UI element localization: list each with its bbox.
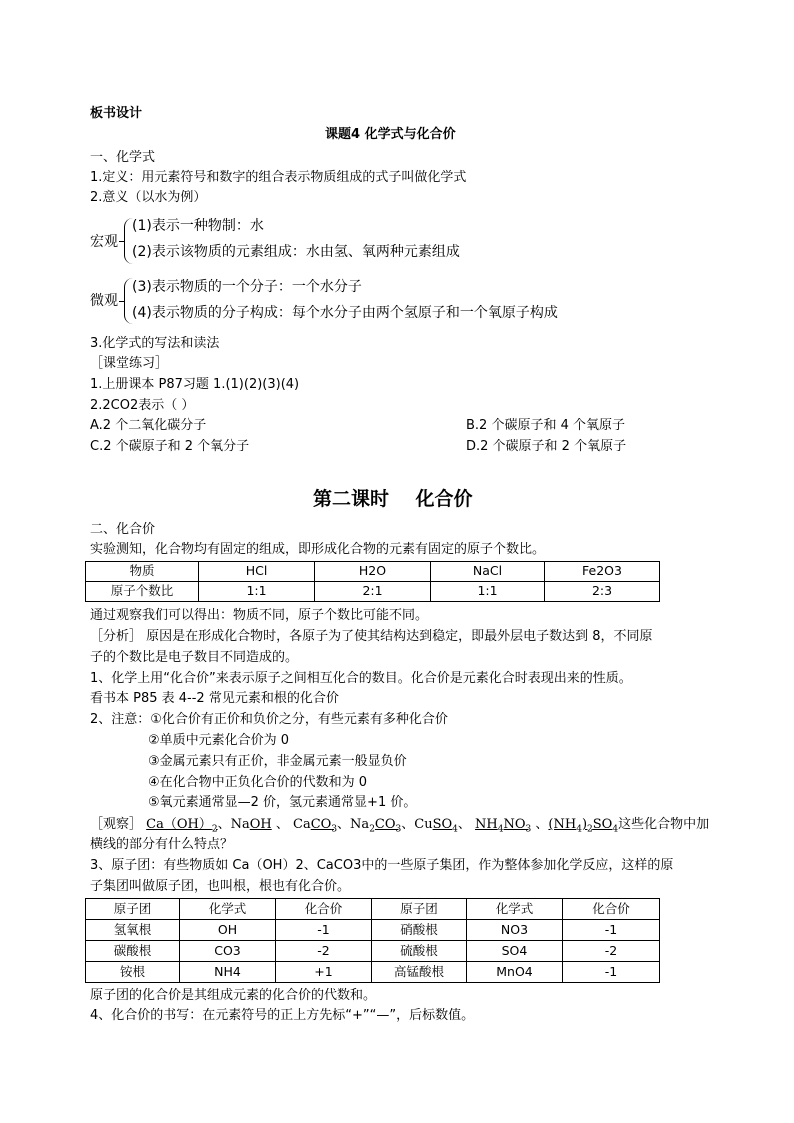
- group-cell: SO4: [467, 941, 563, 962]
- intro-line: 实验测知，化合物均有固定的组成，即形成化合物的元素有固定的原子个数比。: [90, 542, 546, 557]
- definition-line: 1.定义：用元素符号和数字的组合表示物质组成的式子叫做化学式: [90, 170, 467, 185]
- atom-group-line-1: 3、原子团：有些物质如 Ca（OH）2、CaCO3中的一些原子集团，作为整体参加化学反应，这样的原: [90, 858, 674, 873]
- ratio-header-cell: H2O: [315, 562, 431, 582]
- macro-item-1: (1)表示一种物制：水: [132, 218, 264, 234]
- book-reference: 看书本 P85 表 4--2 常见元素和根的化合价: [90, 691, 339, 706]
- group-cell: 硝酸根: [372, 920, 467, 941]
- group-cell: -2: [563, 941, 660, 962]
- board-design-label: 板书设计: [90, 106, 143, 121]
- observe-formulas: $Ca(OH)_2$、NaOH 、 CaCO$_3$、$Na_2CO_3$、CuSO$_4$、 $NH_4NO_3$ 、$(NH_4)_2SO_4$: [146, 817, 619, 835]
- group-cell: MnO4: [467, 962, 563, 983]
- analysis-line-1: ［分析］ 原因是在形成化合物时，各原子为了使其结构达到稳定，即最外层电子数达到 8，不同原: [90, 629, 653, 644]
- practice-label: ［课堂练习］: [90, 356, 169, 371]
- group-header-cell: 化学式: [467, 899, 563, 920]
- ratio-table: [85, 561, 660, 602]
- observation-conclusion: 通过观察我们可以得出：物质不同，原子个数比可能不同。: [90, 608, 429, 623]
- observe-line-2: 横线的部分有什么特点？: [90, 837, 234, 852]
- meaning-line: 2.意义（以水为例）: [90, 190, 207, 205]
- micro-item-1: (3)表示物质的一个分子：一个水分子: [132, 279, 362, 295]
- question-2: 2.2CO2表示（ ）: [90, 398, 195, 413]
- group-cell: -2: [276, 941, 372, 962]
- note-item: ⑤氧元素通常显—2 价，氢元素通常显+1 价。: [148, 795, 417, 810]
- atom-group-table: [85, 898, 660, 983]
- group-header-cell: 原子团: [86, 899, 180, 920]
- option-b: B.2 个碳原子和 4 个氧原子: [466, 418, 625, 433]
- atom-group-line-2: 子集团叫做原子团，也叫根，根也有化合价。: [90, 879, 351, 894]
- macro-item-2: (2)表示该物质的元素组成：水由氢、氧两种元素组成: [132, 244, 460, 260]
- note-item: ③金属元素只有正价，非金属元素一般显负价: [148, 754, 407, 769]
- ratio-header-cell: Fe2O3: [545, 562, 660, 582]
- ratio-header-cell: 物质: [86, 562, 199, 582]
- write-read-line: 3.化学式的写法和读法: [90, 336, 220, 351]
- group-valence-sum: 原子团的化合价是其组成元素的化合价的代数和。: [90, 988, 377, 1003]
- group-cell: 铵根: [86, 962, 180, 983]
- second-lesson-title: 第二课时 化合价: [313, 488, 473, 510]
- group-cell: +1: [276, 962, 372, 983]
- group-cell: -1: [276, 920, 372, 941]
- observe-tail: 这些化合物中加: [618, 817, 710, 832]
- group-cell: CO3: [180, 941, 276, 962]
- lesson-topic: 课题4 化学式与化合价: [325, 127, 456, 142]
- micro-label: 微观: [90, 293, 118, 309]
- option-a: A.2 个二氧化碳分子: [90, 418, 207, 433]
- observe-label: ［观察］: [90, 817, 143, 832]
- group-cell: NH4: [180, 962, 276, 983]
- option-c: C.2 个碳原子和 2 个氧分子: [90, 439, 250, 454]
- ratio-header-cell: HCl: [199, 562, 315, 582]
- note-item: ④在化合物中正负化合价的代数和为 0: [148, 775, 368, 790]
- question-1: 1.上册课本 P87习题 1.(1)(2)(3)(4): [90, 377, 300, 392]
- group-cell: -1: [563, 962, 660, 983]
- analysis-line-2: 子的个数比是电子数目不同造成的。: [90, 650, 299, 665]
- ratio-header-cell: NaCl: [431, 562, 545, 582]
- group-cell: 高锰酸根: [372, 962, 467, 983]
- note-intro: 2、注意：①化合价有正价和负价之分，有些元素有多种化合价: [90, 712, 448, 727]
- group-cell: NO3: [467, 920, 563, 941]
- option-d: D.2 个碳原子和 2 个氧原子: [466, 439, 627, 454]
- observe-line: [90, 818, 709, 835]
- group-cell: 氢氧根: [86, 920, 180, 941]
- micro-item-2: (4)表示物质的分子构成：每个水分子由两个氢原子和一个氧原子构成: [132, 305, 558, 321]
- section-1-heading: 一、化学式: [90, 150, 156, 165]
- group-cell: 碳酸根: [86, 941, 180, 962]
- ratio-cell: 原子个数比: [86, 582, 199, 602]
- valence-writing: 4、化合价的书写：在元素符号的正上方先标“+”“—”，后标数值。: [90, 1008, 475, 1023]
- group-cell: OH: [180, 920, 276, 941]
- group-header-cell: 化学式: [180, 899, 276, 920]
- note-item: ②单质中元素化合价为 0: [148, 733, 290, 748]
- ratio-cell: 1:1: [199, 582, 315, 602]
- group-header-cell: 化合价: [563, 899, 660, 920]
- ratio-cell: 1:1: [431, 582, 545, 602]
- group-cell: 硫酸根: [372, 941, 467, 962]
- ratio-cell: 2:3: [545, 582, 660, 602]
- ratio-cell: 2:1: [315, 582, 431, 602]
- group-header-cell: 原子团: [372, 899, 467, 920]
- section-2-heading: 二、化合价: [90, 522, 156, 537]
- group-header-cell: 化合价: [276, 899, 372, 920]
- macro-label: 宏观: [90, 234, 118, 250]
- valence-definition: 1、化学上用“化合价”来表示原子之间相互化合的数目。化合价是元素化合时表现出来的性质。: [90, 671, 632, 686]
- group-cell: -1: [563, 920, 660, 941]
